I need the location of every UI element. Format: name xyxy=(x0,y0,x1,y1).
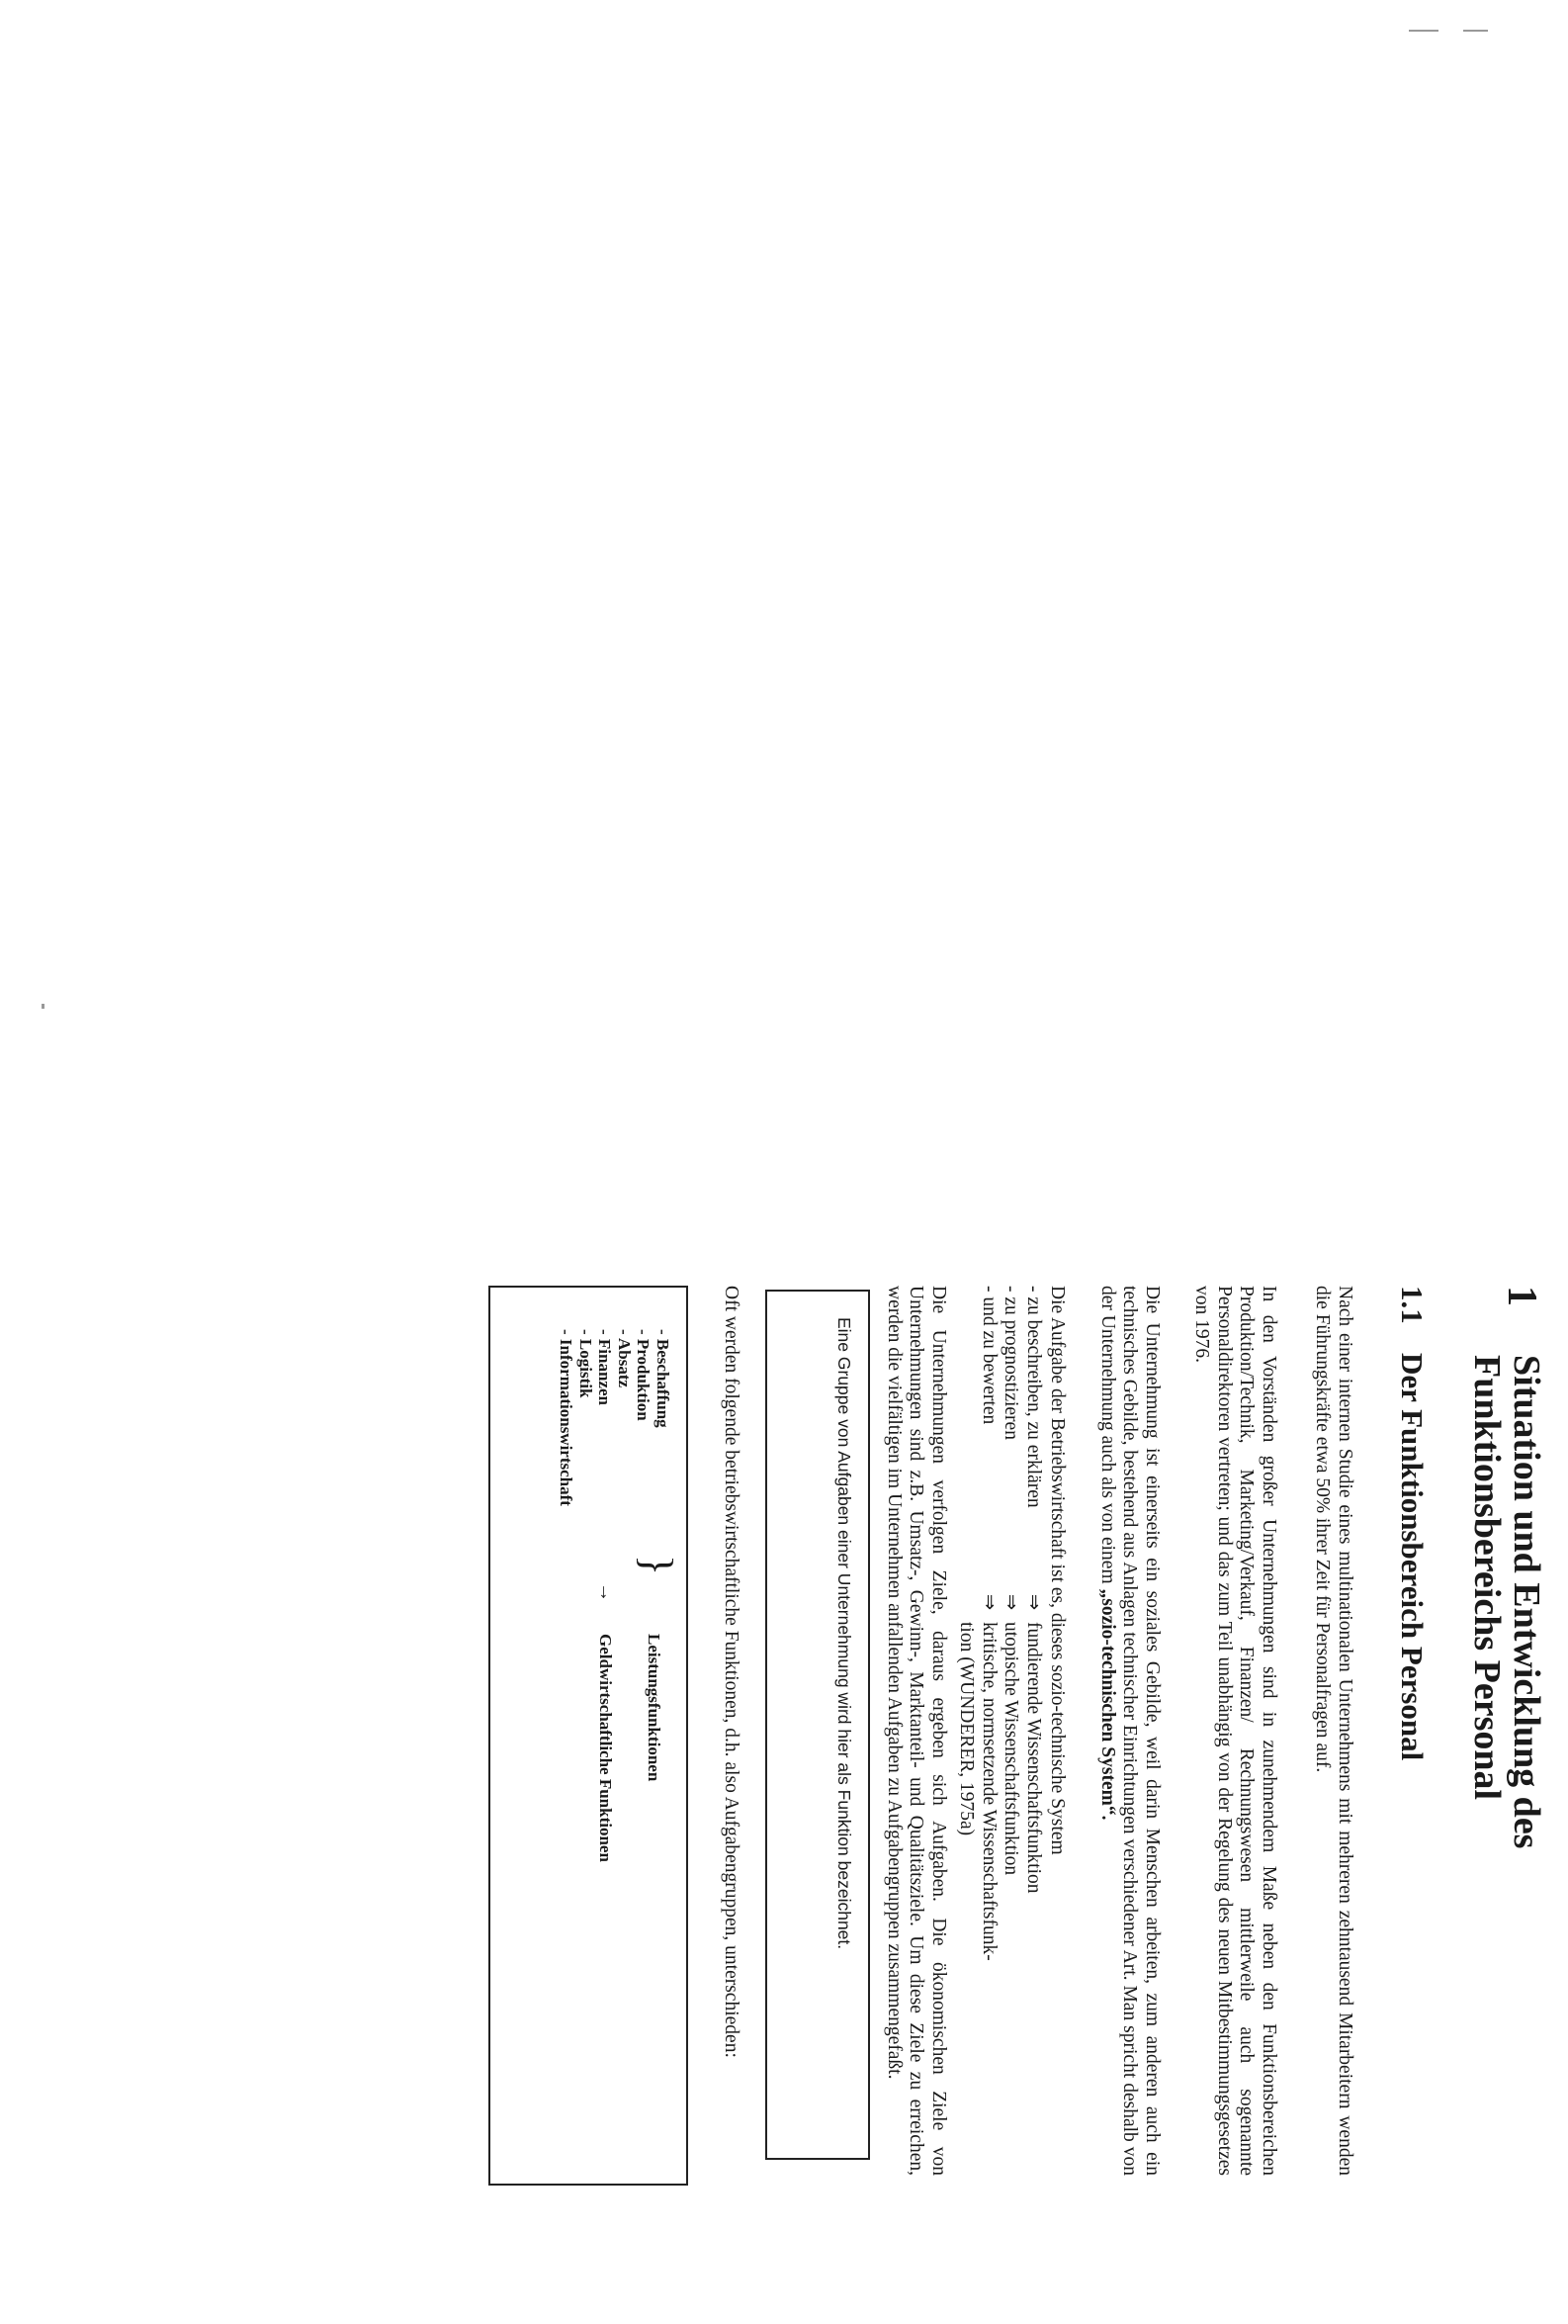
function-item: - Finanzen xyxy=(595,1329,615,1405)
definition-box: Eine Gruppe von Aufgaben einer Unternehmung wird hier als Funktion bezeichnet. xyxy=(765,1290,870,2160)
chapter-title-line-1: Situation und Entwicklung des xyxy=(1506,1355,1547,1849)
implies-arrow: ⇒ xyxy=(979,1593,1000,1611)
rotated-page xyxy=(0,1236,1568,2324)
scan-artifact xyxy=(42,1004,44,1009)
scan-artifact xyxy=(1409,30,1438,32)
task-row xyxy=(955,1286,978,1978)
function-item: - Beschaffung xyxy=(653,1329,672,1428)
task-right: utopische Wissenschaftsfunktion xyxy=(1001,1622,1022,1876)
task-left: - zu prognostizieren xyxy=(1001,1286,1022,1440)
task-left: - zu beschreiben, zu erklären xyxy=(1023,1286,1044,1508)
paragraph-boards: In den Vorständen großer Unternehmungen sind in zunehmendem Maße neben den Funktionsbereichen Produktion/Technik, Marketing/Verkauf, Finanzen/ Rechnungswesen mittlerweile auch sogenannte Personaldirektoren vertreten; und das zum Teil unabhängig von der Regelung des neuen Mitbestimmungsgesetzes von 1976. xyxy=(1191,1286,1279,2176)
function-item: - Informationswirtschaft xyxy=(557,1329,576,1506)
task-row xyxy=(1022,1286,1045,1978)
chapter-title xyxy=(1467,1355,1546,1848)
paragraph-socio-text: Die Unternehmung ist einerseits ein soziales Gebilde, weil darin Menschen arbeiten, zum anderen auch ein technisches Gebilde, bestehend aus Anlagen technischer Einrichtungen verschiedener Art. Man spricht deshalb von der Unternehmung auch als von einem xyxy=(1097,1286,1163,2176)
paragraph-intro: Nach einer internen Studie eines multinationalen Unternehmens mit mehreren zehntausend Mitarbeitern wenden die Führungskräfte etwa 50% ihrer Zeit für Personalfragen auf. xyxy=(1312,1286,1355,2176)
task-right: kritische, normsetzende Wissenschaftsfunk- xyxy=(979,1622,1000,1961)
task-row xyxy=(978,1286,1001,1978)
performance-functions-label: Leistungsfunktionen xyxy=(645,1634,663,1782)
right-arrow-icon: → xyxy=(595,1582,617,1602)
chapter-number: 1 xyxy=(1499,1286,1544,1306)
paragraph-goals: Die Unternehmungen verfolgen Ziele, daraus ergeben sich Aufgaben. Die ökonomischen Ziele von Unternehmungen sind z.B. Umsatz-, Gewinn-, Marktanteil- und Qualitätsziele. Um diese Ziele zu erreichen, werden die vielfältigen im Unternehmen anfallenden Aufgaben zu Aufgabengruppen zusammengefaßt. xyxy=(884,1286,949,2176)
right-brace-icon: } xyxy=(633,1555,681,1576)
monetary-functions-label: Geldwirtschaftliche Funktionen xyxy=(596,1634,615,1862)
implies-arrow: ⇒ xyxy=(1001,1593,1022,1611)
task-row xyxy=(1000,1286,1022,1978)
section-title: Der Funktionsbereich Personal xyxy=(1395,1353,1430,1761)
implies-arrow: ⇒ xyxy=(1023,1593,1044,1611)
section-number: 1.1 xyxy=(1395,1286,1430,1324)
function-item: - Produktion xyxy=(634,1329,653,1421)
task-list xyxy=(955,1286,1044,1978)
chapter-title-line-2: Funktionsbereichs Personal xyxy=(1466,1355,1508,1801)
scan-artifact xyxy=(1463,30,1488,32)
paragraph-socio-technical xyxy=(1096,1286,1164,2176)
task-citation: tion (WUNDERER, 1975a) xyxy=(956,1622,978,1836)
task-left: - und zu bewerten xyxy=(979,1286,1000,1425)
paragraph-task: Die Aufgabe der Betriebswirtschaft ist es, dieses sozio-technische System xyxy=(1047,1286,1068,1855)
task-right: fundierende Wissenschaftsfunktion xyxy=(1023,1622,1044,1894)
paragraph-functions: Oft werden folgende betriebswirtschaftliche Funktionen, d.h. also Aufgabengruppen, unterschieden: xyxy=(721,1286,741,2058)
function-item: - Absatz xyxy=(615,1329,634,1388)
functions-box xyxy=(488,1286,688,2186)
socio-technical-term: „sozio-technischen System“. xyxy=(1097,1588,1118,1821)
function-item: - Logistik xyxy=(576,1329,595,1398)
